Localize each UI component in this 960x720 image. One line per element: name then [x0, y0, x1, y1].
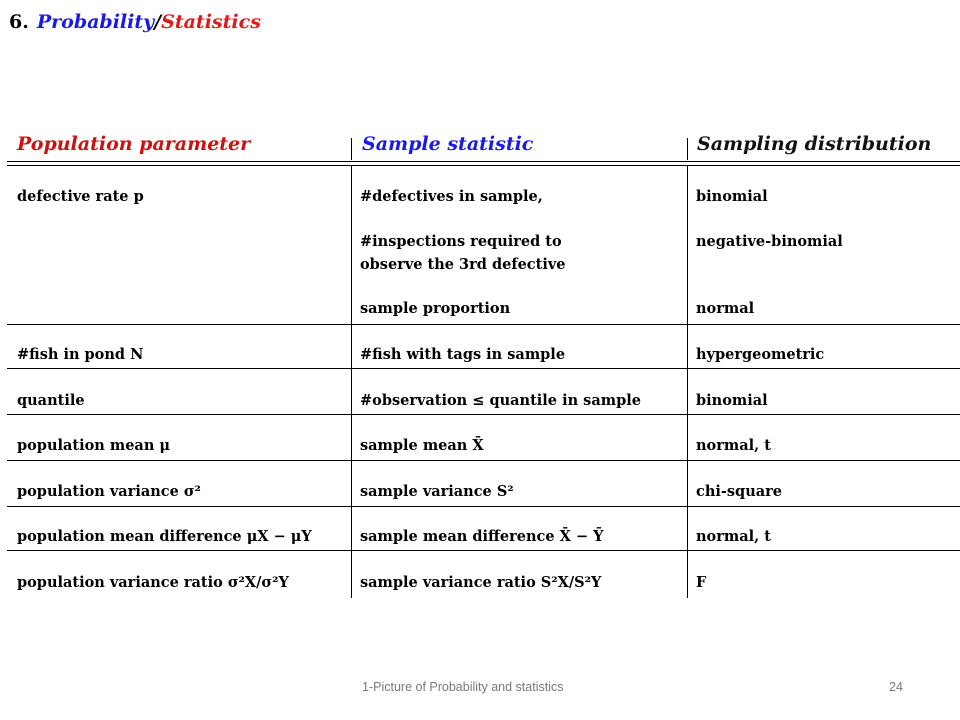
row1-stat-3: observe the 3rd defective	[360, 256, 566, 273]
row1-stat-2: #inspections required to	[360, 233, 562, 250]
row1-dist-1: binomial	[696, 188, 768, 205]
row2-stat: #fish with tags in sample	[360, 346, 566, 363]
title-number: 6.	[9, 11, 29, 33]
slide-title	[9, 11, 261, 33]
column-divider-1	[351, 166, 352, 598]
row-rule-6	[7, 550, 960, 551]
header-sampling-distribution: Sampling distribution	[697, 133, 932, 155]
title-slash: /	[154, 11, 162, 33]
row6-dist: normal, t	[696, 528, 771, 545]
row-rule-4	[7, 460, 960, 461]
row1-dist-3: normal	[696, 300, 755, 317]
row2-dist: hypergeometric	[696, 346, 825, 363]
column-divider-2	[687, 166, 688, 598]
row3-stat: #observation ≤ quantile in sample	[360, 392, 641, 409]
row7-param: population variance ratio σ²X/σ²Y	[17, 574, 289, 591]
table-header-row	[7, 128, 960, 168]
header-rule-top	[7, 161, 960, 162]
row-rule-3	[7, 414, 960, 415]
header-sample-statistic: Sample statistic	[362, 133, 534, 155]
row7-stat: sample variance ratio S²X/S²Y	[360, 574, 602, 591]
row5-dist: chi-square	[696, 483, 783, 500]
row4-stat: sample mean X̄	[360, 437, 484, 454]
row3-param: quantile	[17, 392, 85, 409]
row6-stat: sample mean difference X̄ − Ȳ	[360, 528, 604, 545]
row4-param: population mean μ	[17, 437, 171, 454]
row1-stat-1: #defectives in sample,	[360, 188, 543, 205]
row-rule-2	[7, 368, 960, 369]
row1-dist-2: negative-binomial	[696, 233, 843, 250]
row2-param: #fish in pond N	[17, 346, 144, 363]
row5-stat: sample variance S²	[360, 483, 514, 500]
header-divider-2	[687, 138, 688, 160]
row1-param: defective rate p	[17, 188, 144, 205]
row4-dist: normal, t	[696, 437, 771, 454]
row-rule-1	[7, 324, 960, 325]
page-number: 24	[889, 680, 903, 694]
row-rule-5	[7, 506, 960, 507]
header-divider-1	[351, 138, 352, 160]
header-population-parameter: Population parameter	[17, 133, 251, 155]
row5-param: population variance σ²	[17, 483, 201, 500]
header-rule-bottom	[7, 165, 960, 166]
row6-param: population mean difference μX − μY	[17, 528, 312, 545]
title-probability: Probability	[36, 11, 155, 33]
row7-dist: F	[696, 574, 707, 591]
footer-title: 1-Picture of Probability and statistics	[362, 680, 564, 694]
row1-stat-4: sample proportion	[360, 300, 511, 317]
row3-dist: binomial	[696, 392, 768, 409]
title-statistics: Statistics	[161, 11, 261, 33]
